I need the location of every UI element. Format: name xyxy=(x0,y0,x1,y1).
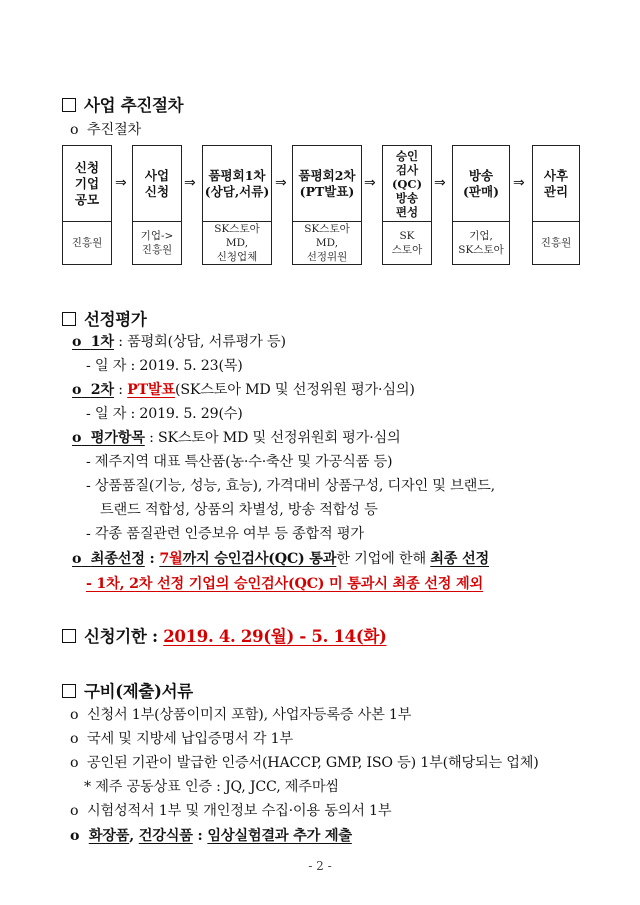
step-qc-broadcast-schedule: 승인 검사 (QC) 방송 편성 SK 스토아 xyxy=(382,145,432,265)
step-review-round2: 품평회2차 (PT발표) SK스토아 MD, 선정위원 xyxy=(292,145,362,265)
document-item: o 국세 및 지방세 납입증명서 각 1부 xyxy=(70,731,293,747)
section-heading-procedure: 사업 추진절차 xyxy=(62,92,183,116)
checkbox-square-icon xyxy=(62,98,76,112)
evaluation-items-line: o 평가항목 : SK스토아 MD 및 선정위원회 평가·심의 xyxy=(72,430,401,446)
section-heading-evaluation: 선정평가 xyxy=(62,306,147,330)
deadline-value: 2019. 4. 29(월) - 5. 14(화) xyxy=(163,627,387,646)
page-number: - 2 - xyxy=(308,859,332,873)
document-note: * 제주 공동상표 인증 : JQ, JCC, 제주마씸 xyxy=(84,779,339,795)
procedure-subtitle: o 추진절차 xyxy=(70,122,141,138)
round2-line: o 2차 : PT발표(SK스토아 MD 및 선정위원 평가·심의) xyxy=(72,382,415,398)
final-selection-note: - 1차, 2차 선정 기업의 승인검사(QC) 미 통과시 최종 선정 제외 xyxy=(86,576,484,592)
evaluation-item: - 각종 품질관련 인증보유 여부 등 종합적 평가 xyxy=(86,526,364,542)
evaluation-item: - 제주지역 대표 특산품(농·수·축산 및 가공식품 등) xyxy=(86,454,393,470)
round1-line: o 1차 : 품평회(상담, 서류평가 등) xyxy=(72,334,286,350)
document-item: o 신청서 1부(상품이미지 포함), 사업자등록증 사본 1부 xyxy=(70,707,412,723)
step-follow-up: 사후 관리 진흥원 xyxy=(532,145,580,265)
arrow-right-icon: ⇒ xyxy=(184,175,196,191)
step-apply-announce: 신청 기업 공모 진흥원 xyxy=(62,145,112,265)
evaluation-item-cont: 트랜드 적합성, 상품의 차별성, 방송 적합성 등 xyxy=(100,502,378,518)
checkbox-square-icon xyxy=(62,629,76,643)
document-item-cosmetics: o 화장품, 건강식품 : 임상실험결과 추가 제출 xyxy=(70,828,352,844)
arrow-right-icon: ⇒ xyxy=(275,175,287,191)
section-heading-documents: 구비(제출)서류 xyxy=(62,678,193,702)
checkbox-square-icon xyxy=(62,312,76,326)
evaluation-item: - 상품품질(기능, 성능, 효능), 가격대비 상품구성, 디자인 및 브랜드, xyxy=(86,478,495,494)
arrow-right-icon: ⇒ xyxy=(115,175,127,191)
section-heading-deadline: 신청기한 : 2019. 4. 29(월) - 5. 14(화) xyxy=(62,623,386,647)
step-broadcast-sales: 방송 (판매) 기업, SK스토아 xyxy=(452,145,510,265)
round2-date: - 일 자 : 2019. 5. 29(수) xyxy=(86,406,243,422)
step-business-apply: 사업 신청 기업-> 진흥원 xyxy=(132,145,182,265)
checkbox-square-icon xyxy=(62,684,76,698)
document-item: o 공인된 기관이 발급한 인증서(HACCP, GMP, ISO 등) 1부(해당되는 업체) xyxy=(70,755,539,771)
step-review-round1: 품평회1차 (상담,서류) SK스토아 MD, 신청업체 xyxy=(202,145,272,265)
round1-date: - 일 자 : 2019. 5. 23(목) xyxy=(86,358,243,374)
final-selection-line: o 최종선정 : 7월까지 승인검사(QC) 통과한 기업에 한해 최종 선정 xyxy=(72,551,490,567)
arrow-right-icon: ⇒ xyxy=(513,175,525,191)
arrow-right-icon: ⇒ xyxy=(364,175,376,191)
document-item: o 시험성적서 1부 및 개인정보 수집·이용 동의서 1부 xyxy=(70,803,392,819)
arrow-right-icon: ⇒ xyxy=(434,175,446,191)
